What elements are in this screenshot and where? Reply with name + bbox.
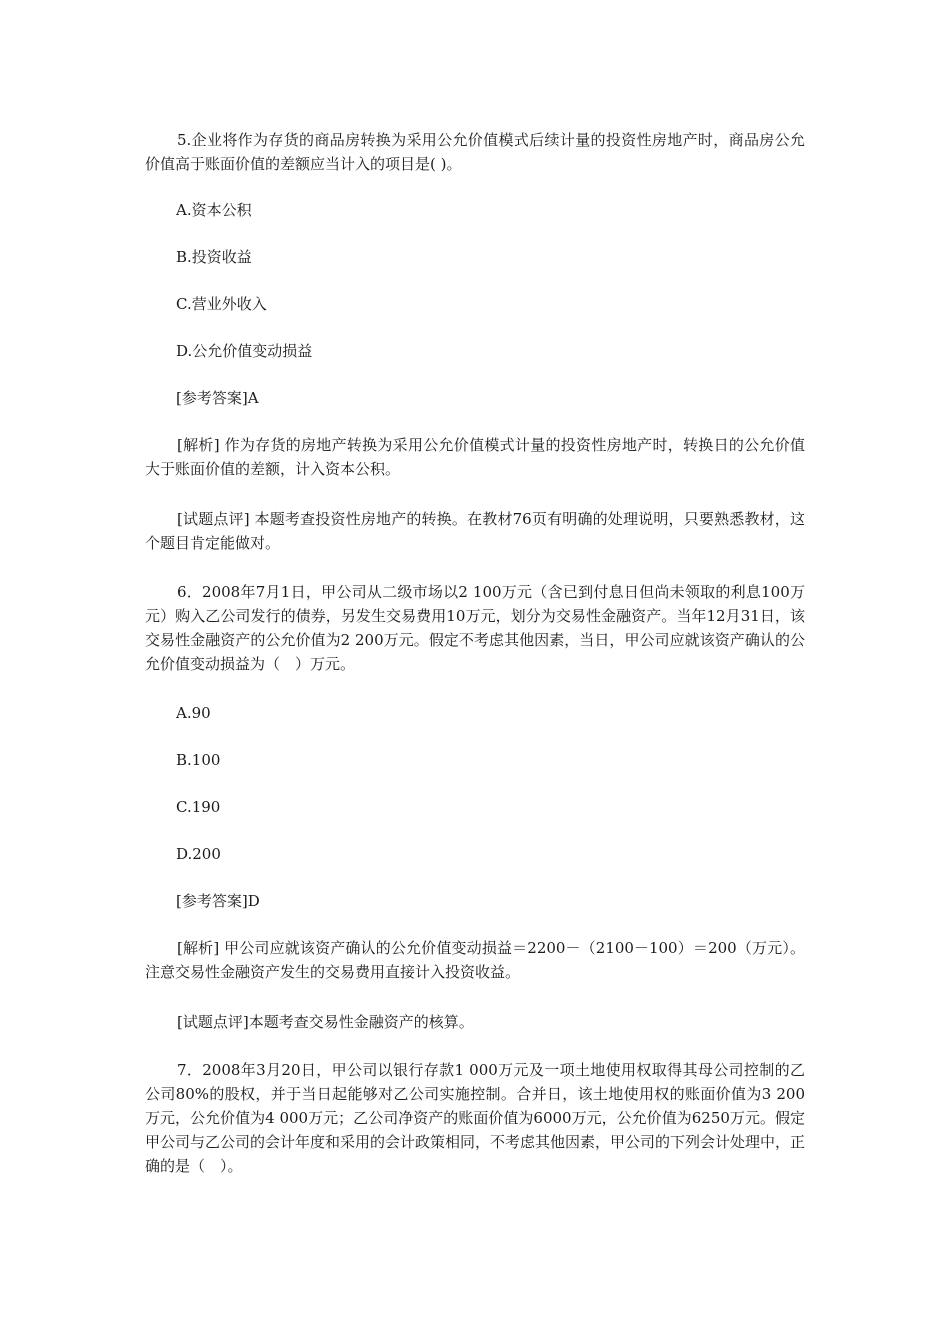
question-5-answer: [参考答案]A [176,389,259,407]
question-5-stem: 5.企业将作为存货的商品房转换为采用公允价值模式后续计量的投资性房地产时，商品房公允价值高于账面价值的差额应当计入的项目是( )。 [145,131,805,173]
question-6-answer: [参考答案]D [176,892,260,910]
question-5-option-c: C.营业外收入 [176,295,267,313]
question-6-comment: [试题点评]本题考查交易性金融资产的核算。 [177,1013,474,1031]
question-5-option-a: A.资本公积 [176,201,252,219]
question-6-option-d: D.200 [176,845,221,863]
question-6-option-b: B.100 [176,751,221,769]
question-6-stem: 6．2008年7月1日，甲公司从二级市场以2 100万元（含已到付息日但尚未领取的利息100万元）购入乙公司发行的债券，另发生交易费用10万元，划分为交易性金融资产。当年12月31日，该交易性金融资产的公允价值为2 200万元。假定不考虑其他因素，当日，甲公司应就该资产确认的公允价值变动损益为（ ）万元。 [145,583,805,673]
question-6-analysis: [解析] 甲公司应就该资产确认的公允价值变动损益＝2200－（2100－100）＝200（万元）。注意交易性金融资产发生的交易费用直接计入投资收益。 [145,939,805,981]
question-6-option-c: C.190 [176,798,221,816]
question-7-stem: 7．2008年3月20日，甲公司以银行存款1 000万元及一项土地使用权取得其母公司控制的乙公司80%的股权，并于当日起能够对乙公司实施控制。合并日，该土地使用权的账面价值为3 200万元，公允价值为4 000万元；乙公司净资产的账面价值为6000万元，公允价值为6250万元。假定甲公司与乙公司的会计年度和采用的会计政策相同，不考虑其他因素，甲公司的下列会计处理中，正确的是（ ）。 [145,1061,806,1175]
question-5-option-b: B.投资收益 [176,248,252,266]
question-5-analysis: [解析] 作为存货的房地产转换为采用公允价值模式计量的投资性房地产时，转换日的公允价值大于账面价值的差额，计入资本公积。 [145,436,805,478]
question-6-option-a: A.90 [176,704,211,722]
question-5-comment: [试题点评] 本题考查投资性房地产的转换。在教材76页有明确的处理说明，只要熟悉教材，这个题目肯定能做对。 [145,510,805,552]
question-5-option-d: D.公允价值变动损益 [176,342,313,360]
